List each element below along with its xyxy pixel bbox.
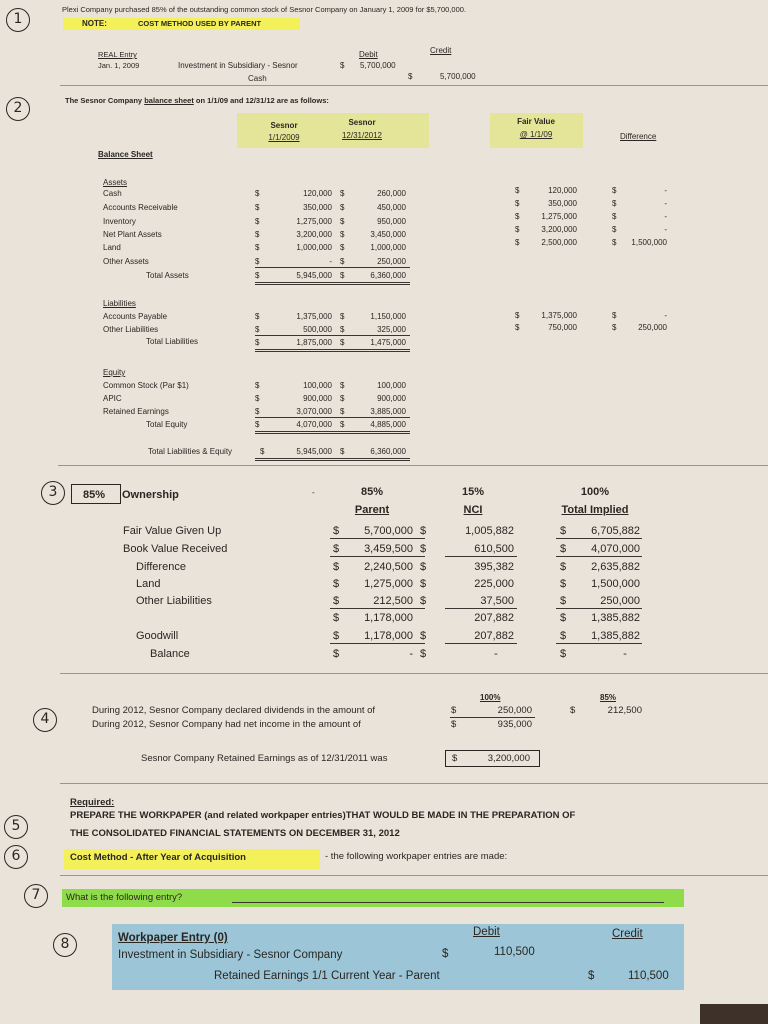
equity-label: Retained Earnings <box>103 407 169 416</box>
dividends-85-amount: 212,500 <box>607 705 642 716</box>
underline <box>556 538 642 539</box>
step-number-4: 4 <box>33 708 57 732</box>
row-label: Fair Value Given Up <box>123 525 222 537</box>
dollar-sign: $ <box>420 595 427 607</box>
value-cell: 120,000 <box>303 189 332 198</box>
row-label: Balance <box>150 648 190 660</box>
value-cell: 1,000,000 <box>370 243 406 252</box>
underline <box>255 417 410 418</box>
difference-cell: - <box>664 186 667 195</box>
dollar-sign: $ <box>333 543 340 555</box>
workpaper-entry-title: Workpaper Entry (0) <box>118 932 228 944</box>
underline <box>255 349 410 350</box>
nci-header: NCI <box>463 504 483 516</box>
parent-header: Parent <box>354 504 390 516</box>
dollar-sign: $ <box>420 543 427 555</box>
dollar-sign: $ <box>340 312 345 321</box>
total-cell: 6,705,882 <box>591 525 640 537</box>
entry-credit-header: Credit <box>430 46 452 55</box>
dollar-sign: $ <box>340 243 345 252</box>
underline <box>556 608 642 609</box>
step-number-5: 5 <box>4 815 28 839</box>
value-cell: 3,885,000 <box>370 407 406 416</box>
equity-heading: Equity <box>103 368 126 377</box>
fair-value-cell: 2,500,000 <box>541 238 577 247</box>
value-cell: 1,000,000 <box>296 243 332 252</box>
divider <box>60 673 768 674</box>
step-number-7: 7 <box>24 884 48 908</box>
double-underline <box>255 284 410 285</box>
total-cell: 250,000 <box>600 595 640 607</box>
liability-label: Total Liabilities <box>146 337 199 346</box>
dollar-sign: $ <box>340 189 345 198</box>
method-text: - the following workpaper entries are made: <box>325 851 508 862</box>
dollar-sign: $ <box>420 525 427 537</box>
dollar-sign: $ <box>515 225 520 234</box>
parent-cell: 1,275,000 <box>364 578 413 590</box>
dollar-sign: $ <box>333 648 340 660</box>
row-label: Book Value Received <box>123 543 228 555</box>
dollar-sign: $ <box>560 561 567 573</box>
dollar-sign: $ <box>255 338 260 347</box>
dollar-sign: $ <box>560 543 567 555</box>
step-number-6: 6 <box>4 845 28 869</box>
asset-label: Land <box>103 243 121 252</box>
step-number-1: 1 <box>6 8 30 32</box>
value-cell: 5,945,000 <box>296 271 332 280</box>
dollar-sign: $ <box>442 948 449 960</box>
dollar-sign: $ <box>333 595 340 607</box>
underline <box>255 431 410 432</box>
total-cell: - <box>623 648 627 660</box>
question-text: What is the following entry? <box>66 892 183 903</box>
value-cell: 1,475,000 <box>370 338 406 347</box>
dollar-sign: $ <box>255 420 260 429</box>
dollar-sign: $ <box>612 225 617 234</box>
underline <box>445 556 517 557</box>
value-cell: 500,000 <box>303 325 332 334</box>
asset-label: Total Assets <box>146 271 189 280</box>
col-date-2009: 1/1/2009 <box>268 133 300 142</box>
step-number-2: 2 <box>6 97 30 121</box>
row-label: Land <box>136 578 161 590</box>
dollar-sign: $ <box>255 243 260 252</box>
dollar-sign: $ <box>340 338 345 347</box>
total-cell: 1,500,000 <box>591 578 640 590</box>
dollar-sign: $ <box>340 447 345 456</box>
underline <box>255 458 410 459</box>
underline <box>330 538 425 539</box>
nci-cell: 1,005,882 <box>465 525 514 537</box>
dollar-sign: $ <box>560 612 567 624</box>
balance-sheet-heading: Balance Sheet <box>98 150 153 159</box>
dollar-sign: $ <box>612 199 617 208</box>
dollar-sign: $ <box>420 630 427 642</box>
underline <box>255 282 410 283</box>
col-date-2012: 12/31/2012 <box>341 131 383 140</box>
entry-credit-amount: 5,700,000 <box>440 72 476 81</box>
workpaper-credit-amount: 110,500 <box>628 970 669 982</box>
dollar-sign: $ <box>560 630 567 642</box>
net-income-amount: 935,000 <box>497 719 532 730</box>
double-underline <box>255 351 410 352</box>
required-line-2: THE CONSOLIDATED FINANCIAL STATEMENTS ON DECEMBER 31, 2012 <box>70 828 400 839</box>
underline <box>255 267 410 268</box>
retained-earnings-text: Sesnor Company Retained Earnings as of 12/31/2011 was <box>141 753 388 764</box>
dollar-sign: $ <box>340 271 345 280</box>
value-cell: 900,000 <box>303 394 332 403</box>
total-cell: 1,385,882 <box>591 630 640 642</box>
total-le-label: Total Liabilities & Equity <box>148 447 233 456</box>
value-cell: 250,000 <box>377 257 406 266</box>
nci-cell: 207,882 <box>474 630 514 642</box>
dollar-sign: $ <box>451 705 457 716</box>
difference-cell: - <box>664 225 667 234</box>
nci-cell: 37,500 <box>480 595 514 607</box>
dollar-sign: $ <box>340 230 345 239</box>
row-label: Other Liabilities <box>136 595 212 607</box>
underline <box>450 717 535 718</box>
real-entry-label: REAL Entry <box>98 50 137 59</box>
fair-value-cell: 1,275,000 <box>541 212 577 221</box>
intro-part-a: The Sesnor Company <box>65 96 143 105</box>
dollar-sign: $ <box>255 217 260 226</box>
value-cell: 1,150,000 <box>370 312 406 321</box>
question-underline <box>232 902 664 903</box>
difference-cell: - <box>664 199 667 208</box>
nci-cell: 225,000 <box>474 578 514 590</box>
asset-label: Inventory <box>103 217 136 226</box>
underline <box>330 643 425 644</box>
dollar-sign: $ <box>255 189 260 198</box>
divider <box>58 465 768 466</box>
dollar-sign: $ <box>255 271 260 280</box>
liability-label: Accounts Payable <box>103 312 168 321</box>
value-cell: 260,000 <box>377 189 406 198</box>
value-cell: 4,070,000 <box>296 420 332 429</box>
value-cell: 1,275,000 <box>296 217 332 226</box>
double-underline <box>255 460 410 461</box>
fair-value-cell: 750,000 <box>548 323 577 332</box>
value-cell: 325,000 <box>377 325 406 334</box>
dollar-sign: $ <box>451 719 457 730</box>
total-cell: 1,385,882 <box>591 612 640 624</box>
dollar-sign: $ <box>255 257 260 266</box>
dollar-sign: $ <box>420 561 427 573</box>
row-label: Goodwill <box>136 630 179 642</box>
value-cell: 3,070,000 <box>296 407 332 416</box>
asset-label: Net Plant Assets <box>103 230 162 239</box>
col-fair-value: Fair Value <box>517 117 555 126</box>
dollar-sign: $ <box>340 203 345 212</box>
dollar-sign: $ <box>340 394 345 403</box>
parent-cell: 5,700,000 <box>364 525 413 537</box>
entry-credit-account: Cash <box>248 74 267 83</box>
nci-pct: 15% <box>461 486 485 498</box>
workpaper-debit-account: Investment in Subsidiary - Sesnor Company <box>118 949 343 961</box>
dollar-sign: $ <box>340 257 345 266</box>
dollar-sign: $ <box>333 630 340 642</box>
value-cell: 5,945,000 <box>296 447 332 456</box>
value-cell: 3,450,000 <box>370 230 406 239</box>
dividends-text: During 2012, Sesnor Company declared dividends in the amount of <box>92 705 376 716</box>
parent-cell: 2,240,500 <box>364 561 413 573</box>
difference-cell: - <box>664 212 667 221</box>
workpaper-credit-account: Retained Earnings 1/1 Current Year - Parent <box>214 970 440 982</box>
col-85-pct: 85% <box>600 693 617 702</box>
value-cell: 1,375,000 <box>296 312 332 321</box>
difference-cell: 250,000 <box>638 323 667 332</box>
col-fv-date: @ 1/1/09 <box>519 130 553 139</box>
dollar-sign: $ <box>612 323 617 332</box>
dollar-sign: $ <box>255 407 260 416</box>
underline <box>330 608 425 609</box>
step-number-3: 3 <box>41 481 65 505</box>
dollar-sign: $ <box>612 212 617 221</box>
value-cell: 6,360,000 <box>370 447 406 456</box>
dollar-sign: $ <box>612 186 617 195</box>
value-cell: 100,000 <box>377 381 406 390</box>
total-pct: 100% <box>580 486 610 498</box>
dollar-sign: $ <box>340 420 345 429</box>
value-cell: 6,360,000 <box>370 271 406 280</box>
entry-debit-account: Investment in Subsidiary - Sesnor <box>178 61 298 70</box>
entry-date: Jan. 1, 2009 <box>98 61 140 70</box>
value-cell: 450,000 <box>377 203 406 212</box>
problem-statement: Plexi Company purchased 85% of the outstanding common stock of Sesnor Company on January 1, 2009 for $5,700,000. <box>62 5 466 14</box>
dollar-sign: $ <box>560 578 567 590</box>
liability-label: Other Liabilities <box>103 325 159 334</box>
dollar-sign: $ <box>333 612 340 624</box>
dollar-sign: $ <box>340 381 345 390</box>
dollar-sign: $ <box>333 578 340 590</box>
parent-cell: 1,178,000 <box>364 630 413 642</box>
parent-cell: 212,500 <box>373 595 413 607</box>
dollar-sign: $ <box>515 311 520 320</box>
dollar-sign: $ <box>340 325 345 334</box>
divider <box>60 783 768 784</box>
value-cell: 100,000 <box>303 381 332 390</box>
total-implied-header: Total Implied <box>561 504 629 516</box>
dollar-sign: $ <box>452 753 458 764</box>
difference-cell: 1,500,000 <box>631 238 667 247</box>
dollar-sign: $ <box>515 323 520 332</box>
underline <box>556 643 642 644</box>
note-label: NOTE: <box>82 19 107 28</box>
col-sesnor-2012: Sesnor <box>348 118 376 127</box>
dollar-sign: $ <box>255 230 260 239</box>
difference-cell: - <box>664 311 667 320</box>
dollar-sign: $ <box>255 203 260 212</box>
divider <box>60 875 768 876</box>
dollar-sign: $ <box>408 72 413 81</box>
equity-label: APIC <box>103 394 122 403</box>
note-text: COST METHOD USED BY PARENT <box>138 19 262 28</box>
dollar-sign: $ <box>255 394 260 403</box>
workpaper-debit-header: Debit <box>473 926 500 938</box>
required-line-1: PREPARE THE WORKPAPER (and related workpaper entries)THAT WOULD BE MADE IN THE PREPARATION OF <box>70 810 576 821</box>
step-number-8: 8 <box>53 933 77 957</box>
asset-label: Other Assets <box>103 257 149 266</box>
method-label: Cost Method - After Year of Acquisition <box>70 852 246 863</box>
col-sesnor-2009: Sesnor <box>270 121 298 130</box>
underline <box>330 556 425 557</box>
ownership-label: Ownership <box>122 489 179 501</box>
dollar-sign: $ <box>588 970 595 982</box>
dollar-sign: $ <box>340 217 345 226</box>
dollar-sign: $ <box>420 578 427 590</box>
dividends-amount: 250,000 <box>497 705 532 716</box>
net-income-text: During 2012, Sesnor Company had net income in the amount of <box>92 719 361 730</box>
assets-heading: Assets <box>103 178 128 187</box>
dollar-sign: $ <box>420 648 427 660</box>
row-label: Difference <box>136 561 186 573</box>
dollar-sign: $ <box>255 312 260 321</box>
ownership-pct: 85% <box>83 489 106 501</box>
total-cell: 4,070,000 <box>591 543 640 555</box>
double-underline <box>255 433 410 434</box>
nci-cell: 395,382 <box>474 561 514 573</box>
dollar-sign: $ <box>515 186 520 195</box>
value-cell: 1,875,000 <box>296 338 332 347</box>
fair-value-cell: 3,200,000 <box>541 225 577 234</box>
equity-label: Common Stock (Par $1) <box>103 381 189 390</box>
underline <box>255 335 410 336</box>
dash-mark: - <box>312 488 315 497</box>
asset-label: Cash <box>103 189 122 198</box>
parent-cell: 3,459,500 <box>364 543 413 555</box>
divider <box>60 85 768 86</box>
dollar-sign: $ <box>333 561 340 573</box>
dollar-sign: $ <box>570 705 576 716</box>
dollar-sign: $ <box>560 525 567 537</box>
fair-value-cell: 120,000 <box>548 186 577 195</box>
dollar-sign: $ <box>560 595 567 607</box>
value-cell: 950,000 <box>377 217 406 226</box>
workpaper-debit-amount: 110,500 <box>494 946 535 958</box>
parent-cell: 1,178,000 <box>364 612 413 624</box>
dollar-sign: $ <box>260 447 265 456</box>
value-cell: 4,885,000 <box>370 420 406 429</box>
col-difference: Difference <box>620 132 657 141</box>
dollar-sign: $ <box>560 648 567 660</box>
parent-pct: 85% <box>360 486 384 498</box>
workpaper-credit-header: Credit <box>612 928 643 940</box>
fair-value-cell: 1,375,000 <box>541 311 577 320</box>
dollar-sign: $ <box>333 525 340 537</box>
underline <box>556 556 642 557</box>
dollar-sign: $ <box>340 407 345 416</box>
intro-part-b: balance sheet <box>144 96 194 105</box>
nci-cell: - <box>494 648 498 660</box>
entry-debit-header: Debit <box>359 50 378 59</box>
balance-sheet-intro <box>65 96 329 106</box>
entry-debit-amount: 5,700,000 <box>360 61 396 70</box>
intro-part-c: on 1/1/09 and 12/31/12 are as follows: <box>195 96 329 105</box>
dollar-sign: $ <box>515 238 520 247</box>
fair-value-cell: 350,000 <box>548 199 577 208</box>
underline <box>445 608 517 609</box>
dollar-sign: $ <box>340 61 345 70</box>
nci-cell: 610,500 <box>474 543 514 555</box>
asset-label: Accounts Receivable <box>103 203 178 212</box>
dollar-sign: $ <box>515 212 520 221</box>
dollar-sign: $ <box>515 199 520 208</box>
value-cell: 3,200,000 <box>296 230 332 239</box>
required-label: Required: <box>70 797 115 808</box>
retained-earnings-amount: 3,200,000 <box>487 753 530 764</box>
table-edge <box>700 1004 768 1024</box>
liabilities-heading: Liabilities <box>103 299 136 308</box>
nci-cell: 207,882 <box>474 612 514 624</box>
dollar-sign: $ <box>612 238 617 247</box>
col-100-pct: 100% <box>480 693 501 702</box>
value-cell: 900,000 <box>377 394 406 403</box>
dollar-sign: $ <box>255 325 260 334</box>
value-cell: - <box>329 257 332 266</box>
value-cell: 350,000 <box>303 203 332 212</box>
total-cell: 2,635,882 <box>591 561 640 573</box>
underline <box>445 643 517 644</box>
dollar-sign: $ <box>255 381 260 390</box>
parent-cell: - <box>409 648 413 660</box>
equity-label: Total Equity <box>146 420 188 429</box>
dollar-sign: $ <box>612 311 617 320</box>
